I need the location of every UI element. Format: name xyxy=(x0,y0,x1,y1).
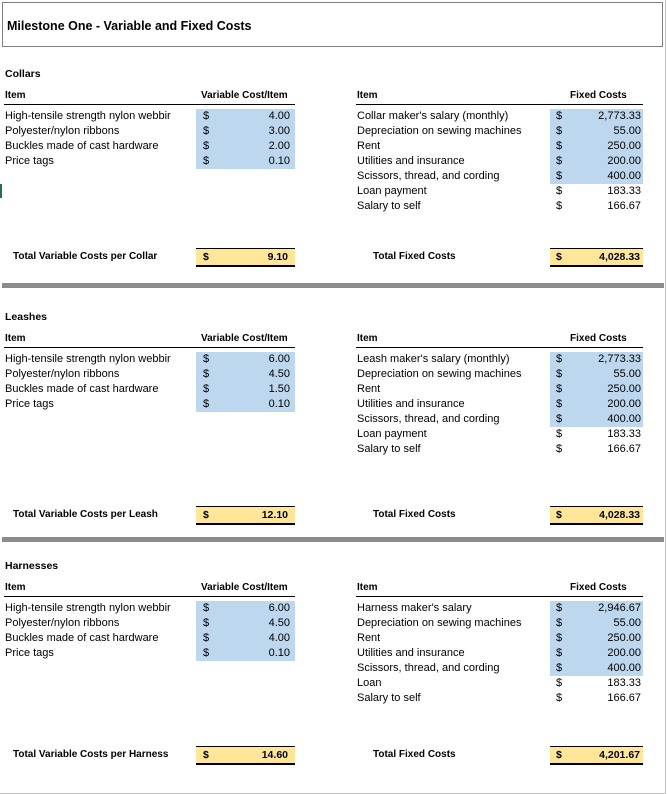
currency-symbol: $ xyxy=(556,110,563,122)
fixed-item-value[interactable]: 250.00 xyxy=(607,140,641,152)
currency-symbol: $ xyxy=(203,140,210,152)
currency-symbol: $ xyxy=(203,602,210,614)
fixed-item-name[interactable]: Salary to self xyxy=(357,443,421,455)
variable-item-name[interactable]: Price tags xyxy=(5,647,54,659)
variable-item-value[interactable]: 6.00 xyxy=(268,353,290,365)
fixed-item-name[interactable]: Harness maker's salary xyxy=(357,602,472,614)
currency-symbol: $ xyxy=(203,125,210,137)
fixed-item-name[interactable]: Depreciation on sewing machines xyxy=(357,617,522,629)
currency-symbol: $ xyxy=(556,140,563,152)
total-variable-value: 14.60 xyxy=(261,749,288,761)
fixed-cost-header: Fixed Costs xyxy=(570,90,627,101)
variable-item-value[interactable]: 2.00 xyxy=(268,140,290,152)
currency-symbol: $ xyxy=(556,353,563,365)
currency-symbol: $ xyxy=(556,398,563,410)
section-title: Harnesses xyxy=(5,560,59,572)
total-fixed-value: 4,201.67 xyxy=(599,749,640,761)
fixed-item-value[interactable]: 55.00 xyxy=(613,617,641,629)
fixed-item-name[interactable]: Rent xyxy=(357,140,381,152)
currency-symbol: $ xyxy=(556,428,563,440)
currency-symbol: $ xyxy=(556,170,563,182)
total-fixed-value: 4,028.33 xyxy=(599,509,640,521)
fixed-cost-header: Fixed Costs xyxy=(570,333,627,344)
variable-cost-header: Variable Cost/Item xyxy=(201,582,288,593)
variable-cost-header: Variable Cost/Item xyxy=(201,90,288,101)
total-fixed-label: Total Fixed Costs xyxy=(373,251,456,262)
currency-symbol: $ xyxy=(203,632,210,644)
header-underline xyxy=(4,596,295,597)
header-underline xyxy=(356,596,643,597)
fixed-item-value[interactable]: 250.00 xyxy=(607,383,641,395)
currency-symbol: $ xyxy=(556,125,563,137)
variable-item-header: Item xyxy=(5,90,26,101)
fixed-item-value[interactable]: 400.00 xyxy=(607,170,641,182)
fixed-item-value[interactable]: 200.00 xyxy=(607,647,641,659)
variable-item-name[interactable]: Price tags xyxy=(5,398,54,410)
currency-symbol: $ xyxy=(203,368,210,380)
currency-symbol: $ xyxy=(556,749,562,761)
section-divider xyxy=(2,283,664,288)
page-title: Milestone One - Variable and Fixed Costs xyxy=(7,19,252,33)
total-fixed-cell[interactable] xyxy=(550,248,643,267)
total-variable-value: 12.10 xyxy=(261,509,288,521)
currency-symbol: $ xyxy=(556,632,563,644)
currency-symbol: $ xyxy=(203,383,210,395)
currency-symbol: $ xyxy=(203,110,210,122)
total-fixed-label: Total Fixed Costs xyxy=(373,749,456,760)
currency-symbol: $ xyxy=(556,368,563,380)
fixed-item-value[interactable]: 400.00 xyxy=(607,413,641,425)
currency-symbol: $ xyxy=(203,749,209,761)
total-variable-cell[interactable] xyxy=(196,248,295,267)
fixed-item-value[interactable]: 183.33 xyxy=(607,185,641,197)
fixed-item-name[interactable]: Depreciation on sewing machines xyxy=(357,125,522,137)
variable-item-name[interactable]: High-tensile strength nylon webbir xyxy=(5,602,171,614)
fixed-item-name[interactable]: Scissors, thread, and cording xyxy=(357,413,500,425)
fixed-item-name[interactable]: Rent xyxy=(357,632,381,644)
currency-symbol: $ xyxy=(556,251,562,263)
total-variable-cell[interactable] xyxy=(196,746,295,765)
currency-symbol: $ xyxy=(556,155,563,167)
fixed-item-value[interactable]: 183.33 xyxy=(607,677,641,689)
fixed-item-header: Item xyxy=(357,90,378,101)
fixed-item-value[interactable]: 400.00 xyxy=(607,662,641,674)
fixed-item-value[interactable]: 166.67 xyxy=(607,443,641,455)
fixed-item-value[interactable]: 166.67 xyxy=(607,200,641,212)
currency-symbol: $ xyxy=(203,617,210,629)
currency-symbol: $ xyxy=(203,155,210,167)
fixed-item-value[interactable]: 55.00 xyxy=(613,125,641,137)
currency-symbol: $ xyxy=(203,251,209,263)
fixed-item-name[interactable]: Utilities and insurance xyxy=(357,647,465,659)
total-fixed-value: 4,028.33 xyxy=(599,251,640,263)
fixed-item-value[interactable]: 166.67 xyxy=(607,692,641,704)
currency-symbol: $ xyxy=(556,677,563,689)
total-variable-label: Total Variable Costs per Leash xyxy=(13,509,158,520)
variable-item-value[interactable]: 6.00 xyxy=(268,602,290,614)
currency-symbol: $ xyxy=(556,383,563,395)
fixed-item-name[interactable]: Loan payment xyxy=(357,428,427,440)
fixed-item-header: Item xyxy=(357,333,378,344)
variable-item-header: Item xyxy=(5,333,26,344)
section-divider xyxy=(2,537,664,542)
fixed-item-value[interactable]: 2,773.33 xyxy=(598,110,641,122)
fixed-item-value[interactable]: 200.00 xyxy=(607,398,641,410)
currency-symbol: $ xyxy=(203,509,209,521)
variable-item-name[interactable]: Polyester/nylon ribbons xyxy=(5,368,120,380)
variable-item-name[interactable]: Polyester/nylon ribbons xyxy=(5,125,120,137)
variable-item-value[interactable]: 4.00 xyxy=(268,632,290,644)
total-fixed-cell[interactable] xyxy=(550,506,643,525)
currency-symbol: $ xyxy=(556,509,562,521)
currency-symbol: $ xyxy=(556,185,563,197)
variable-item-header: Item xyxy=(5,582,26,593)
fixed-item-value[interactable]: 2,773.33 xyxy=(598,353,641,365)
header-underline xyxy=(356,104,643,105)
fixed-item-name[interactable]: Salary to self xyxy=(357,200,421,212)
fixed-item-value[interactable]: 55.00 xyxy=(613,368,641,380)
fixed-item-name[interactable]: Collar maker's salary (monthly) xyxy=(357,110,509,122)
variable-cost-header: Variable Cost/Item xyxy=(201,333,288,344)
variable-item-value[interactable]: 0.10 xyxy=(268,398,290,410)
variable-item-name[interactable]: Buckles made of cast hardware xyxy=(5,632,159,644)
currency-symbol: $ xyxy=(556,602,563,614)
total-fixed-label: Total Fixed Costs xyxy=(373,509,456,520)
title-cell[interactable] xyxy=(2,2,663,47)
fixed-item-name[interactable]: Leash maker's salary (monthly) xyxy=(357,353,510,365)
variable-item-name[interactable]: High-tensile strength nylon webbir xyxy=(5,110,171,122)
variable-item-value[interactable]: 0.10 xyxy=(268,155,290,167)
currency-symbol: $ xyxy=(556,647,563,659)
currency-symbol: $ xyxy=(556,443,563,455)
fixed-item-name[interactable]: Scissors, thread, and cording xyxy=(357,170,500,182)
fixed-item-name[interactable]: Loan xyxy=(357,677,382,689)
variable-item-value[interactable]: 1.50 xyxy=(268,383,290,395)
section-title: Leashes xyxy=(5,311,48,323)
variable-item-value[interactable]: 4.50 xyxy=(268,617,290,629)
currency-symbol: $ xyxy=(203,647,210,659)
variable-item-value[interactable]: 3.00 xyxy=(268,125,290,137)
fixed-item-name[interactable]: Utilities and insurance xyxy=(357,398,465,410)
fixed-item-name[interactable]: Salary to self xyxy=(357,692,421,704)
variable-item-value[interactable]: 4.50 xyxy=(268,368,290,380)
fixed-item-name[interactable]: Scissors, thread, and cording xyxy=(357,662,500,674)
variable-item-name[interactable]: High-tensile strength nylon webbir xyxy=(5,353,171,365)
total-variable-cell[interactable] xyxy=(196,506,295,525)
currency-symbol: $ xyxy=(556,200,563,212)
fixed-item-value[interactable]: 250.00 xyxy=(607,632,641,644)
fixed-item-name[interactable]: Depreciation on sewing machines xyxy=(357,368,522,380)
section-title: Collars xyxy=(5,68,41,80)
total-fixed-cell[interactable] xyxy=(550,746,643,765)
currency-symbol: $ xyxy=(203,353,210,365)
currency-symbol: $ xyxy=(556,662,563,674)
fixed-item-header: Item xyxy=(357,582,378,593)
fixed-item-name[interactable]: Utilities and insurance xyxy=(357,155,465,167)
fixed-item-name[interactable]: Rent xyxy=(357,383,381,395)
fixed-item-value[interactable]: 183.33 xyxy=(607,428,641,440)
row-marker xyxy=(0,184,2,198)
header-underline xyxy=(4,104,295,105)
total-variable-label: Total Variable Costs per Harness xyxy=(13,749,169,760)
variable-item-name[interactable]: Price tags xyxy=(5,155,54,167)
fixed-item-value[interactable]: 2,946.67 xyxy=(598,602,641,614)
variable-item-value[interactable]: 4.00 xyxy=(268,110,290,122)
header-underline xyxy=(356,347,643,348)
total-variable-value: 9.10 xyxy=(267,251,288,263)
variable-item-value[interactable]: 0.10 xyxy=(268,647,290,659)
fixed-item-value[interactable]: 200.00 xyxy=(607,155,641,167)
header-underline xyxy=(4,347,295,348)
fixed-cost-header: Fixed Costs xyxy=(570,582,627,593)
currency-symbol: $ xyxy=(556,413,563,425)
variable-item-name[interactable]: Buckles made of cast hardware xyxy=(5,383,159,395)
variable-item-name[interactable]: Buckles made of cast hardware xyxy=(5,140,159,152)
fixed-item-name[interactable]: Loan payment xyxy=(357,185,427,197)
currency-symbol: $ xyxy=(556,692,563,704)
total-variable-label: Total Variable Costs per Collar xyxy=(13,251,158,262)
currency-symbol: $ xyxy=(203,398,210,410)
variable-item-name[interactable]: Polyester/nylon ribbons xyxy=(5,617,120,629)
currency-symbol: $ xyxy=(556,617,563,629)
